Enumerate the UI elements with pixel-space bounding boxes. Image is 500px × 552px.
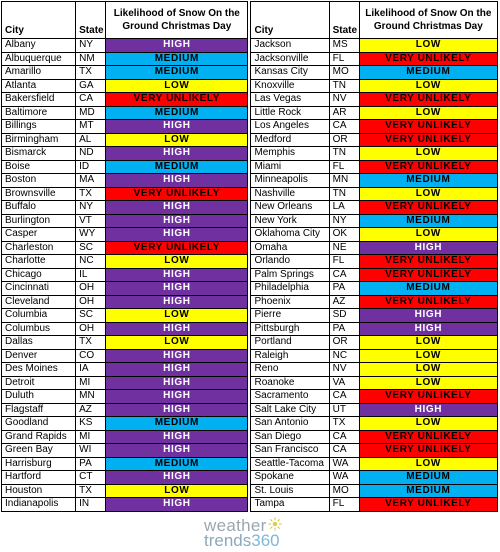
state-cell: NE (329, 241, 359, 255)
likelihood-cell: HIGH (106, 430, 248, 444)
likelihood-cell: VERY UNLIKELY (359, 52, 497, 66)
state-cell: TX (76, 66, 106, 80)
likelihood-cell: VERY UNLIKELY (359, 295, 497, 309)
state-cell: MT (76, 120, 106, 134)
state-cell: CO (76, 349, 106, 363)
city-cell: Green Bay (2, 444, 76, 458)
likelihood-cell: MEDIUM (359, 174, 497, 188)
city-cell: San Diego (251, 430, 329, 444)
city-cell: Tampa (251, 498, 329, 512)
likelihood-cell: LOW (359, 376, 497, 390)
state-cell: FL (329, 255, 359, 269)
state-cell: AZ (76, 403, 106, 417)
state-cell: IL (76, 268, 106, 282)
state-cell: KS (76, 417, 106, 431)
state-cell: SC (76, 309, 106, 323)
city-cell: Burlington (2, 214, 76, 228)
likelihood-cell: HIGH (359, 309, 497, 323)
city-cell: Cleveland (2, 295, 76, 309)
state-cell: UT (329, 403, 359, 417)
city-cell: Baltimore (2, 106, 76, 120)
city-cell: Casper (2, 228, 76, 242)
city-cell: Columbus (2, 322, 76, 336)
state-cell: ID (76, 160, 106, 174)
state-cell: IA (76, 363, 106, 377)
table-row (2, 390, 498, 404)
table-row (2, 241, 498, 255)
table-row (2, 174, 498, 188)
likelihood-header: Likelihood of Snow On the Ground Christmas Day (106, 2, 248, 39)
city-cell: Goodland (2, 417, 76, 431)
city-cell: Las Vegas (251, 93, 329, 107)
state-cell: CT (76, 471, 106, 485)
likelihood-cell: HIGH (106, 268, 248, 282)
city-cell: Jacksonville (251, 52, 329, 66)
state-cell: LA (329, 201, 359, 215)
likelihood-cell: LOW (359, 147, 497, 161)
likelihood-cell: HIGH (106, 282, 248, 296)
likelihood-cell: MEDIUM (106, 66, 248, 80)
state-cell: AL (76, 133, 106, 147)
city-cell: Denver (2, 349, 76, 363)
city-cell: Des Moines (2, 363, 76, 377)
city-cell: Charleston (2, 241, 76, 255)
likelihood-cell: MEDIUM (359, 282, 497, 296)
likelihood-header: Likelihood of Snow On the Ground Christmas Day (359, 2, 497, 39)
city-cell: Albany (2, 39, 76, 53)
table-row (2, 471, 498, 485)
likelihood-cell: HIGH (106, 498, 248, 512)
likelihood-cell: HIGH (359, 322, 497, 336)
state-cell: NM (76, 52, 106, 66)
likelihood-cell: LOW (359, 39, 497, 53)
state-cell: FL (329, 52, 359, 66)
city-cell: Pierre (251, 309, 329, 323)
city-cell: Reno (251, 363, 329, 377)
logo-word-weather: weather (204, 516, 267, 535)
likelihood-cell: LOW (359, 363, 497, 377)
likelihood-cell: VERY UNLIKELY (359, 93, 497, 107)
city-cell: Jackson (251, 39, 329, 53)
city-cell: Billings (2, 120, 76, 134)
likelihood-cell: HIGH (106, 363, 248, 377)
city-cell: Harrisburg (2, 457, 76, 471)
likelihood-cell: MEDIUM (106, 160, 248, 174)
state-cell: OR (329, 133, 359, 147)
likelihood-cell: VERY UNLIKELY (359, 430, 497, 444)
state-cell: SC (76, 241, 106, 255)
city-cell: Cincinnati (2, 282, 76, 296)
city-cell: Kansas City (251, 66, 329, 80)
table-row (2, 93, 498, 107)
state-cell: VA (329, 376, 359, 390)
likelihood-cell: LOW (359, 228, 497, 242)
likelihood-cell: LOW (106, 255, 248, 269)
table-row (2, 376, 498, 390)
state-cell: OR (329, 336, 359, 350)
likelihood-cell: HIGH (106, 444, 248, 458)
table-row (2, 484, 498, 498)
city-cell: San Francisco (251, 444, 329, 458)
likelihood-cell: HIGH (106, 39, 248, 53)
state-cell: PA (329, 322, 359, 336)
city-cell: Spokane (251, 471, 329, 485)
table-row (2, 133, 498, 147)
likelihood-cell: HIGH (106, 390, 248, 404)
table-row (2, 457, 498, 471)
city-cell: Indianapolis (2, 498, 76, 512)
city-cell: St. Louis (251, 484, 329, 498)
likelihood-cell: LOW (106, 336, 248, 350)
likelihood-cell: VERY UNLIKELY (359, 255, 497, 269)
state-cell: WI (76, 444, 106, 458)
city-cell: New York (251, 214, 329, 228)
state-cell: CA (329, 430, 359, 444)
city-cell: Knoxville (251, 79, 329, 93)
likelihood-cell: MEDIUM (106, 52, 248, 66)
table-row (2, 309, 498, 323)
city-cell: Charlotte (2, 255, 76, 269)
likelihood-cell: VERY UNLIKELY (106, 241, 248, 255)
likelihood-cell: MEDIUM (359, 66, 497, 80)
table-row (2, 403, 498, 417)
state-cell: CA (329, 444, 359, 458)
table-row (2, 430, 498, 444)
city-cell: Palm Springs (251, 268, 329, 282)
state-cell: TX (76, 187, 106, 201)
likelihood-cell: VERY UNLIKELY (106, 93, 248, 107)
state-cell: SD (329, 309, 359, 323)
likelihood-cell: VERY UNLIKELY (359, 390, 497, 404)
state-cell: WA (329, 471, 359, 485)
table-row (2, 79, 498, 93)
state-cell: TN (329, 147, 359, 161)
table-header-row (2, 2, 498, 39)
sun-mark-icon (268, 517, 282, 531)
likelihood-cell: MEDIUM (106, 417, 248, 431)
likelihood-cell: HIGH (359, 241, 497, 255)
city-header: City (2, 2, 76, 39)
table-row (2, 498, 498, 512)
city-cell: Brownsville (2, 187, 76, 201)
state-cell: MN (329, 174, 359, 188)
state-cell: WA (329, 457, 359, 471)
city-cell: Bismarck (2, 147, 76, 161)
city-cell: Amarillo (2, 66, 76, 80)
state-cell: VT (76, 214, 106, 228)
likelihood-cell: LOW (106, 484, 248, 498)
state-cell: TX (76, 484, 106, 498)
city-cell: Nashville (251, 187, 329, 201)
likelihood-cell: HIGH (106, 147, 248, 161)
city-cell: Buffalo (2, 201, 76, 215)
table-body (2, 39, 498, 512)
logo-number: 360 (251, 531, 280, 550)
city-cell: Minneapolis (251, 174, 329, 188)
likelihood-cell: LOW (359, 417, 497, 431)
likelihood-cell: VERY UNLIKELY (359, 268, 497, 282)
city-cell: Albuquerque (2, 52, 76, 66)
state-cell: NV (329, 363, 359, 377)
state-cell: PA (329, 282, 359, 296)
table-row (2, 39, 498, 53)
city-cell: Orlando (251, 255, 329, 269)
state-cell: OH (76, 295, 106, 309)
state-cell: OH (76, 282, 106, 296)
city-cell: Hartford (2, 471, 76, 485)
city-cell: Los Angeles (251, 120, 329, 134)
state-cell: IN (76, 498, 106, 512)
table-row (2, 255, 498, 269)
likelihood-cell: HIGH (106, 228, 248, 242)
city-cell: Duluth (2, 390, 76, 404)
likelihood-cell: HIGH (106, 376, 248, 390)
likelihood-cell: LOW (359, 336, 497, 350)
likelihood-cell: MEDIUM (359, 484, 497, 498)
city-cell: New Orleans (251, 201, 329, 215)
city-cell: Birmingham (2, 133, 76, 147)
state-cell: TN (329, 79, 359, 93)
city-cell: Flagstaff (2, 403, 76, 417)
table-row (2, 363, 498, 377)
state-cell: MI (76, 430, 106, 444)
table-row (2, 322, 498, 336)
logo-word-trends: trends (204, 531, 252, 550)
city-cell: Sacramento (251, 390, 329, 404)
table-row (2, 295, 498, 309)
likelihood-cell: HIGH (106, 201, 248, 215)
likelihood-cell: VERY UNLIKELY (359, 201, 497, 215)
city-cell: Pittsburgh (251, 322, 329, 336)
table-row (2, 66, 498, 80)
likelihood-cell: MEDIUM (106, 106, 248, 120)
table-row (2, 349, 498, 363)
likelihood-cell: LOW (359, 349, 497, 363)
state-cell: MO (329, 66, 359, 80)
table-row (2, 52, 498, 66)
city-cell: Dallas (2, 336, 76, 350)
city-cell: Raleigh (251, 349, 329, 363)
state-cell: WY (76, 228, 106, 242)
state-cell: FL (329, 498, 359, 512)
likelihood-cell: HIGH (106, 120, 248, 134)
city-cell: Bakersfield (2, 93, 76, 107)
city-cell: Chicago (2, 268, 76, 282)
city-cell: Seattle-Tacoma (251, 457, 329, 471)
city-cell: Boston (2, 174, 76, 188)
state-header: State (329, 2, 359, 39)
state-cell: TX (329, 417, 359, 431)
table-row (2, 147, 498, 161)
likelihood-cell: HIGH (106, 403, 248, 417)
city-cell: San Antonio (251, 417, 329, 431)
state-cell: NV (329, 93, 359, 107)
logo-line-two (204, 532, 280, 549)
state-cell: NC (329, 349, 359, 363)
city-cell: Boise (2, 160, 76, 174)
table-row (2, 214, 498, 228)
city-cell: Roanoke (251, 376, 329, 390)
city-cell: Oklahoma City (251, 228, 329, 242)
state-cell: OH (76, 322, 106, 336)
likelihood-cell: HIGH (106, 471, 248, 485)
state-cell: GA (76, 79, 106, 93)
state-cell: MI (76, 376, 106, 390)
state-cell: MS (329, 39, 359, 53)
state-cell: CA (76, 93, 106, 107)
state-cell: PA (76, 457, 106, 471)
state-cell: TX (76, 336, 106, 350)
table-row (2, 417, 498, 431)
state-cell: MO (329, 484, 359, 498)
state-cell: ND (76, 147, 106, 161)
state-cell: NY (329, 214, 359, 228)
city-cell: Little Rock (251, 106, 329, 120)
likelihood-cell: HIGH (106, 295, 248, 309)
city-cell: Phoenix (251, 295, 329, 309)
city-cell: Miami (251, 160, 329, 174)
city-cell: Portland (251, 336, 329, 350)
state-cell: MN (76, 390, 106, 404)
state-cell: MD (76, 106, 106, 120)
likelihood-cell: VERY UNLIKELY (359, 444, 497, 458)
likelihood-cell: HIGH (106, 322, 248, 336)
likelihood-cell: HIGH (106, 349, 248, 363)
state-cell: NY (76, 39, 106, 53)
table-row (2, 187, 498, 201)
table-row (2, 444, 498, 458)
state-cell: NY (76, 201, 106, 215)
likelihood-cell: LOW (359, 457, 497, 471)
state-cell: FL (329, 160, 359, 174)
state-cell: CA (329, 268, 359, 282)
state-cell: CA (329, 390, 359, 404)
state-cell: MA (76, 174, 106, 188)
likelihood-cell: LOW (106, 79, 248, 93)
likelihood-cell: LOW (359, 79, 497, 93)
likelihood-cell: HIGH (359, 403, 497, 417)
likelihood-cell: MEDIUM (359, 471, 497, 485)
state-cell: AR (329, 106, 359, 120)
likelihood-cell: VERY UNLIKELY (106, 187, 248, 201)
weathertrends360-logo (196, 517, 306, 549)
city-cell: Memphis (251, 147, 329, 161)
likelihood-cell: HIGH (106, 214, 248, 228)
likelihood-cell: MEDIUM (106, 457, 248, 471)
city-cell: Grand Rapids (2, 430, 76, 444)
table-row (2, 268, 498, 282)
likelihood-cell: VERY UNLIKELY (359, 133, 497, 147)
table-row (2, 336, 498, 350)
city-cell: Columbia (2, 309, 76, 323)
state-cell: NC (76, 255, 106, 269)
city-cell: Philadelphia (251, 282, 329, 296)
city-cell: Omaha (251, 241, 329, 255)
likelihood-cell: LOW (359, 187, 497, 201)
state-header: State (76, 2, 106, 39)
table-row (2, 228, 498, 242)
city-cell: Atlanta (2, 79, 76, 93)
table-row (2, 106, 498, 120)
likelihood-cell: VERY UNLIKELY (359, 498, 497, 512)
likelihood-cell: VERY UNLIKELY (359, 120, 497, 134)
state-cell: CA (329, 120, 359, 134)
state-cell: AZ (329, 295, 359, 309)
table-row (2, 160, 498, 174)
city-cell: Detroit (2, 376, 76, 390)
likelihood-cell: LOW (359, 106, 497, 120)
table-row (2, 201, 498, 215)
likelihood-cell: MEDIUM (359, 214, 497, 228)
table-row (2, 282, 498, 296)
likelihood-cell: VERY UNLIKELY (359, 160, 497, 174)
state-cell: OK (329, 228, 359, 242)
city-cell: Salt Lake City (251, 403, 329, 417)
snow-likelihood-table (1, 1, 498, 512)
likelihood-cell: LOW (106, 309, 248, 323)
likelihood-cell: LOW (106, 133, 248, 147)
state-cell: TN (329, 187, 359, 201)
table-row (2, 120, 498, 134)
likelihood-cell: HIGH (106, 174, 248, 188)
city-cell: Houston (2, 484, 76, 498)
city-header: City (251, 2, 329, 39)
city-cell: Medford (251, 133, 329, 147)
